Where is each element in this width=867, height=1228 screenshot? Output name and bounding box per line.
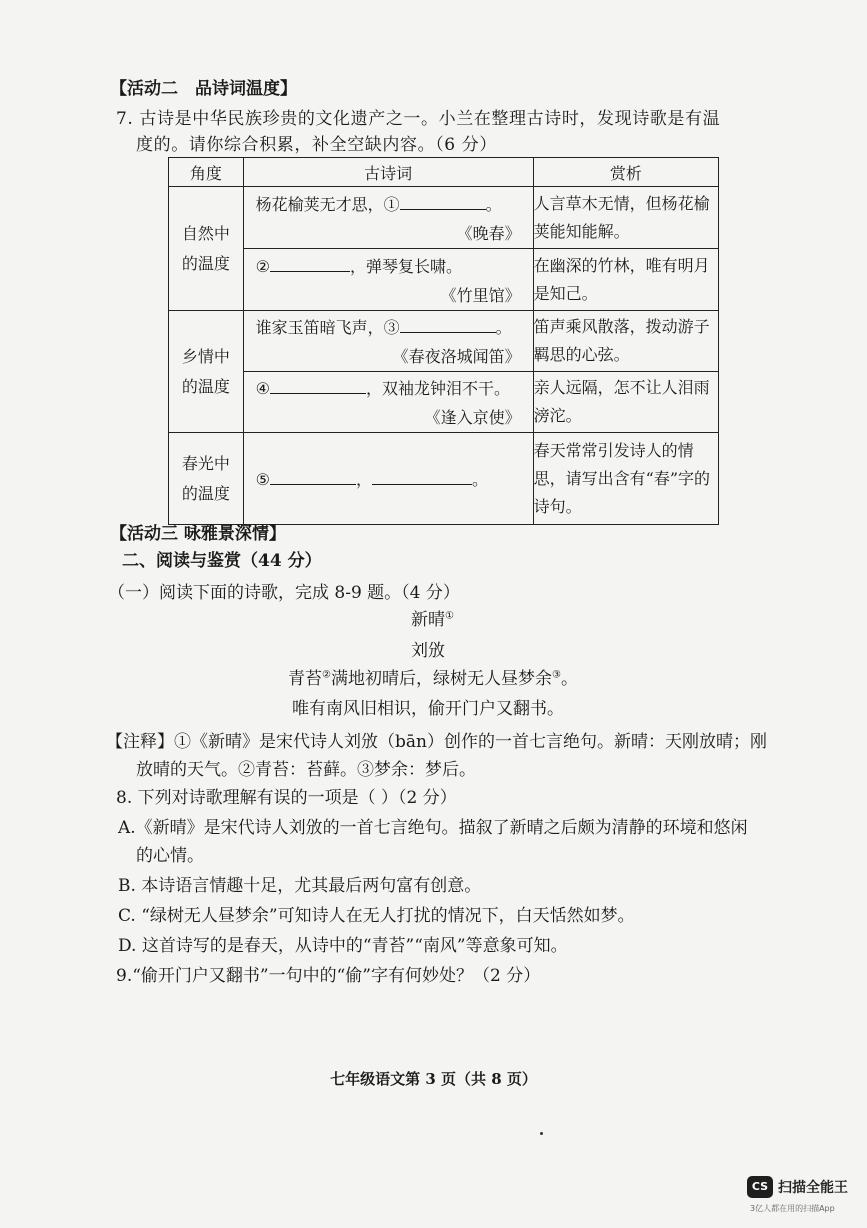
poem-cell	[243, 311, 533, 372]
appreciation-cell: 在幽深的竹林，唯有明月是知己。	[533, 249, 718, 311]
poem-text: 。	[472, 469, 489, 489]
q7-line2: 度的。请你综合积累，补全空缺内容。（6 分）	[136, 135, 497, 155]
poem-text: ⑤	[255, 469, 270, 489]
poem-text: ④	[255, 379, 270, 398]
poem-source: 《逢入京使》	[424, 408, 521, 427]
angle-cell-homesick	[169, 311, 244, 433]
poem-text: ，双袖龙钟泪不干。	[366, 379, 511, 398]
table-row	[169, 311, 719, 372]
angle-text: 春光中	[181, 453, 230, 473]
appreciation-cell: 笛声乘风散落，拨动游子羁思的心弦。	[533, 311, 718, 372]
q8-stem: 8. 下列对诗歌理解有误的一项是（ ）（2 分）	[116, 788, 457, 808]
answer-blank-2[interactable]	[270, 255, 350, 272]
q9-stem: 9.“偷开门户又翻书”一句中的“偷”字有何妙处？（2 分）	[116, 966, 541, 986]
poem-cell	[243, 433, 533, 525]
poem-text: 青苔	[288, 669, 322, 689]
poem-text: 。	[485, 194, 502, 214]
poem-cell	[243, 249, 533, 311]
poem-text: ，弹琴复长啸。	[350, 256, 463, 276]
angle-text: 的温度	[181, 483, 230, 503]
poem-text: ②	[255, 256, 270, 276]
notes-line-2: 放晴的天气。②青苔：苔藓。③梦余：梦后。	[136, 760, 476, 780]
footnote-marker: ②	[322, 669, 331, 681]
notes-line-1: 【注释】①《新晴》是宋代诗人刘攽（bān）创作的一首七言绝句。新晴：天刚放晴；刚	[106, 732, 767, 752]
watermark-name: 扫描全能王	[778, 1180, 848, 1196]
poem-line-1	[288, 668, 578, 690]
poem-line-2: 唯有南风旧相识，偷开门户又翻书。	[292, 699, 564, 719]
table-row	[169, 372, 719, 433]
poem-source: 《春夜洛城闻笛》	[392, 347, 521, 366]
angle-text: 自然中	[181, 223, 230, 243]
camscanner-logo-icon: CS	[747, 1176, 773, 1198]
poem-title	[411, 609, 454, 631]
appreciation-cell: 人言草木无情，但杨花榆荚能知能解。	[533, 187, 718, 249]
poem-table	[168, 157, 719, 525]
answer-blank-1[interactable]	[400, 193, 486, 210]
answer-blank-4[interactable]	[270, 377, 366, 394]
poem-source: 《竹里馆》	[440, 285, 521, 305]
answer-blank-5b[interactable]	[372, 468, 472, 485]
poem-text: 杨花榆荚无才思，①	[255, 194, 400, 214]
footnote-marker: ①	[445, 610, 454, 622]
answer-blank-3[interactable]	[400, 316, 496, 333]
section-heading: 二、阅读与鉴赏（44 分）	[122, 551, 322, 571]
poem-text: 满地初晴后，绿树无人昼梦余	[330, 669, 552, 689]
poem-text: 。	[560, 669, 578, 689]
angle-cell-spring	[169, 433, 244, 525]
footnote-marker: ③	[551, 669, 561, 681]
scan-speck	[540, 1132, 543, 1135]
page-footer: 七年级语文第 3 页（共 8 页）	[330, 1070, 537, 1088]
table-row	[169, 249, 719, 311]
angle-cell-nature	[169, 187, 244, 311]
appreciation-cell: 春天常常引发诗人的情思，请写出含有“春”字的诗句。	[533, 433, 718, 525]
poem-text: 。	[495, 318, 512, 337]
table-row	[169, 433, 719, 525]
activity2-heading: 【活动二 品诗词温度】	[110, 79, 297, 99]
header-poem: 古诗词	[243, 158, 533, 187]
header-appreciation: 赏析	[533, 158, 718, 187]
q8-option-d: D. 这首诗写的是春天，从诗中的“青苔”“南风”等意象可知。	[118, 936, 568, 956]
watermark-subtitle: 3亿人都在用的扫描App	[750, 1204, 835, 1213]
q8-option-a: A.《新晴》是宋代诗人刘攽的一首七言绝句。描叙了新晴之后颇为清静的环境和悠闲	[118, 818, 748, 838]
poem-source: 《晚春》	[456, 223, 521, 243]
poem-cell	[243, 372, 533, 433]
angle-text: 的温度	[181, 253, 230, 273]
table-row	[169, 187, 719, 249]
poem-text: 谁家玉笛暗飞声，③	[255, 318, 400, 337]
poem-cell	[243, 187, 533, 249]
q8-option-b: B. 本诗语言情趣十足，尤其最后两句富有创意。	[118, 876, 482, 896]
appreciation-cell: 亲人远隔，怎不让人泪雨滂沱。	[533, 372, 718, 433]
poem-text: ，	[356, 469, 373, 489]
q7-line1: 7. 古诗是中华民族珍贵的文化遗产之一。小兰在整理古诗时，发现诗歌是有温	[116, 109, 721, 129]
answer-blank-5a[interactable]	[270, 468, 356, 485]
part1-instruction: （一）阅读下面的诗歌，完成 8-9 题。（4 分）	[108, 583, 460, 603]
q8-option-c: C. “绿树无人昼梦余”可知诗人在无人打扰的情况下，白天恬然如梦。	[118, 906, 635, 926]
poem-title-text: 新晴	[411, 610, 445, 630]
q8-option-a-cont: 的心情。	[136, 846, 204, 866]
angle-text: 乡情中	[181, 346, 230, 366]
header-angle: 角度	[169, 158, 244, 187]
angle-text: 的温度	[181, 376, 230, 396]
poem-author: 刘攽	[411, 641, 445, 661]
activity3-heading: 【活动三 咏雅景深情】	[110, 524, 286, 544]
table-header-row	[169, 158, 719, 187]
